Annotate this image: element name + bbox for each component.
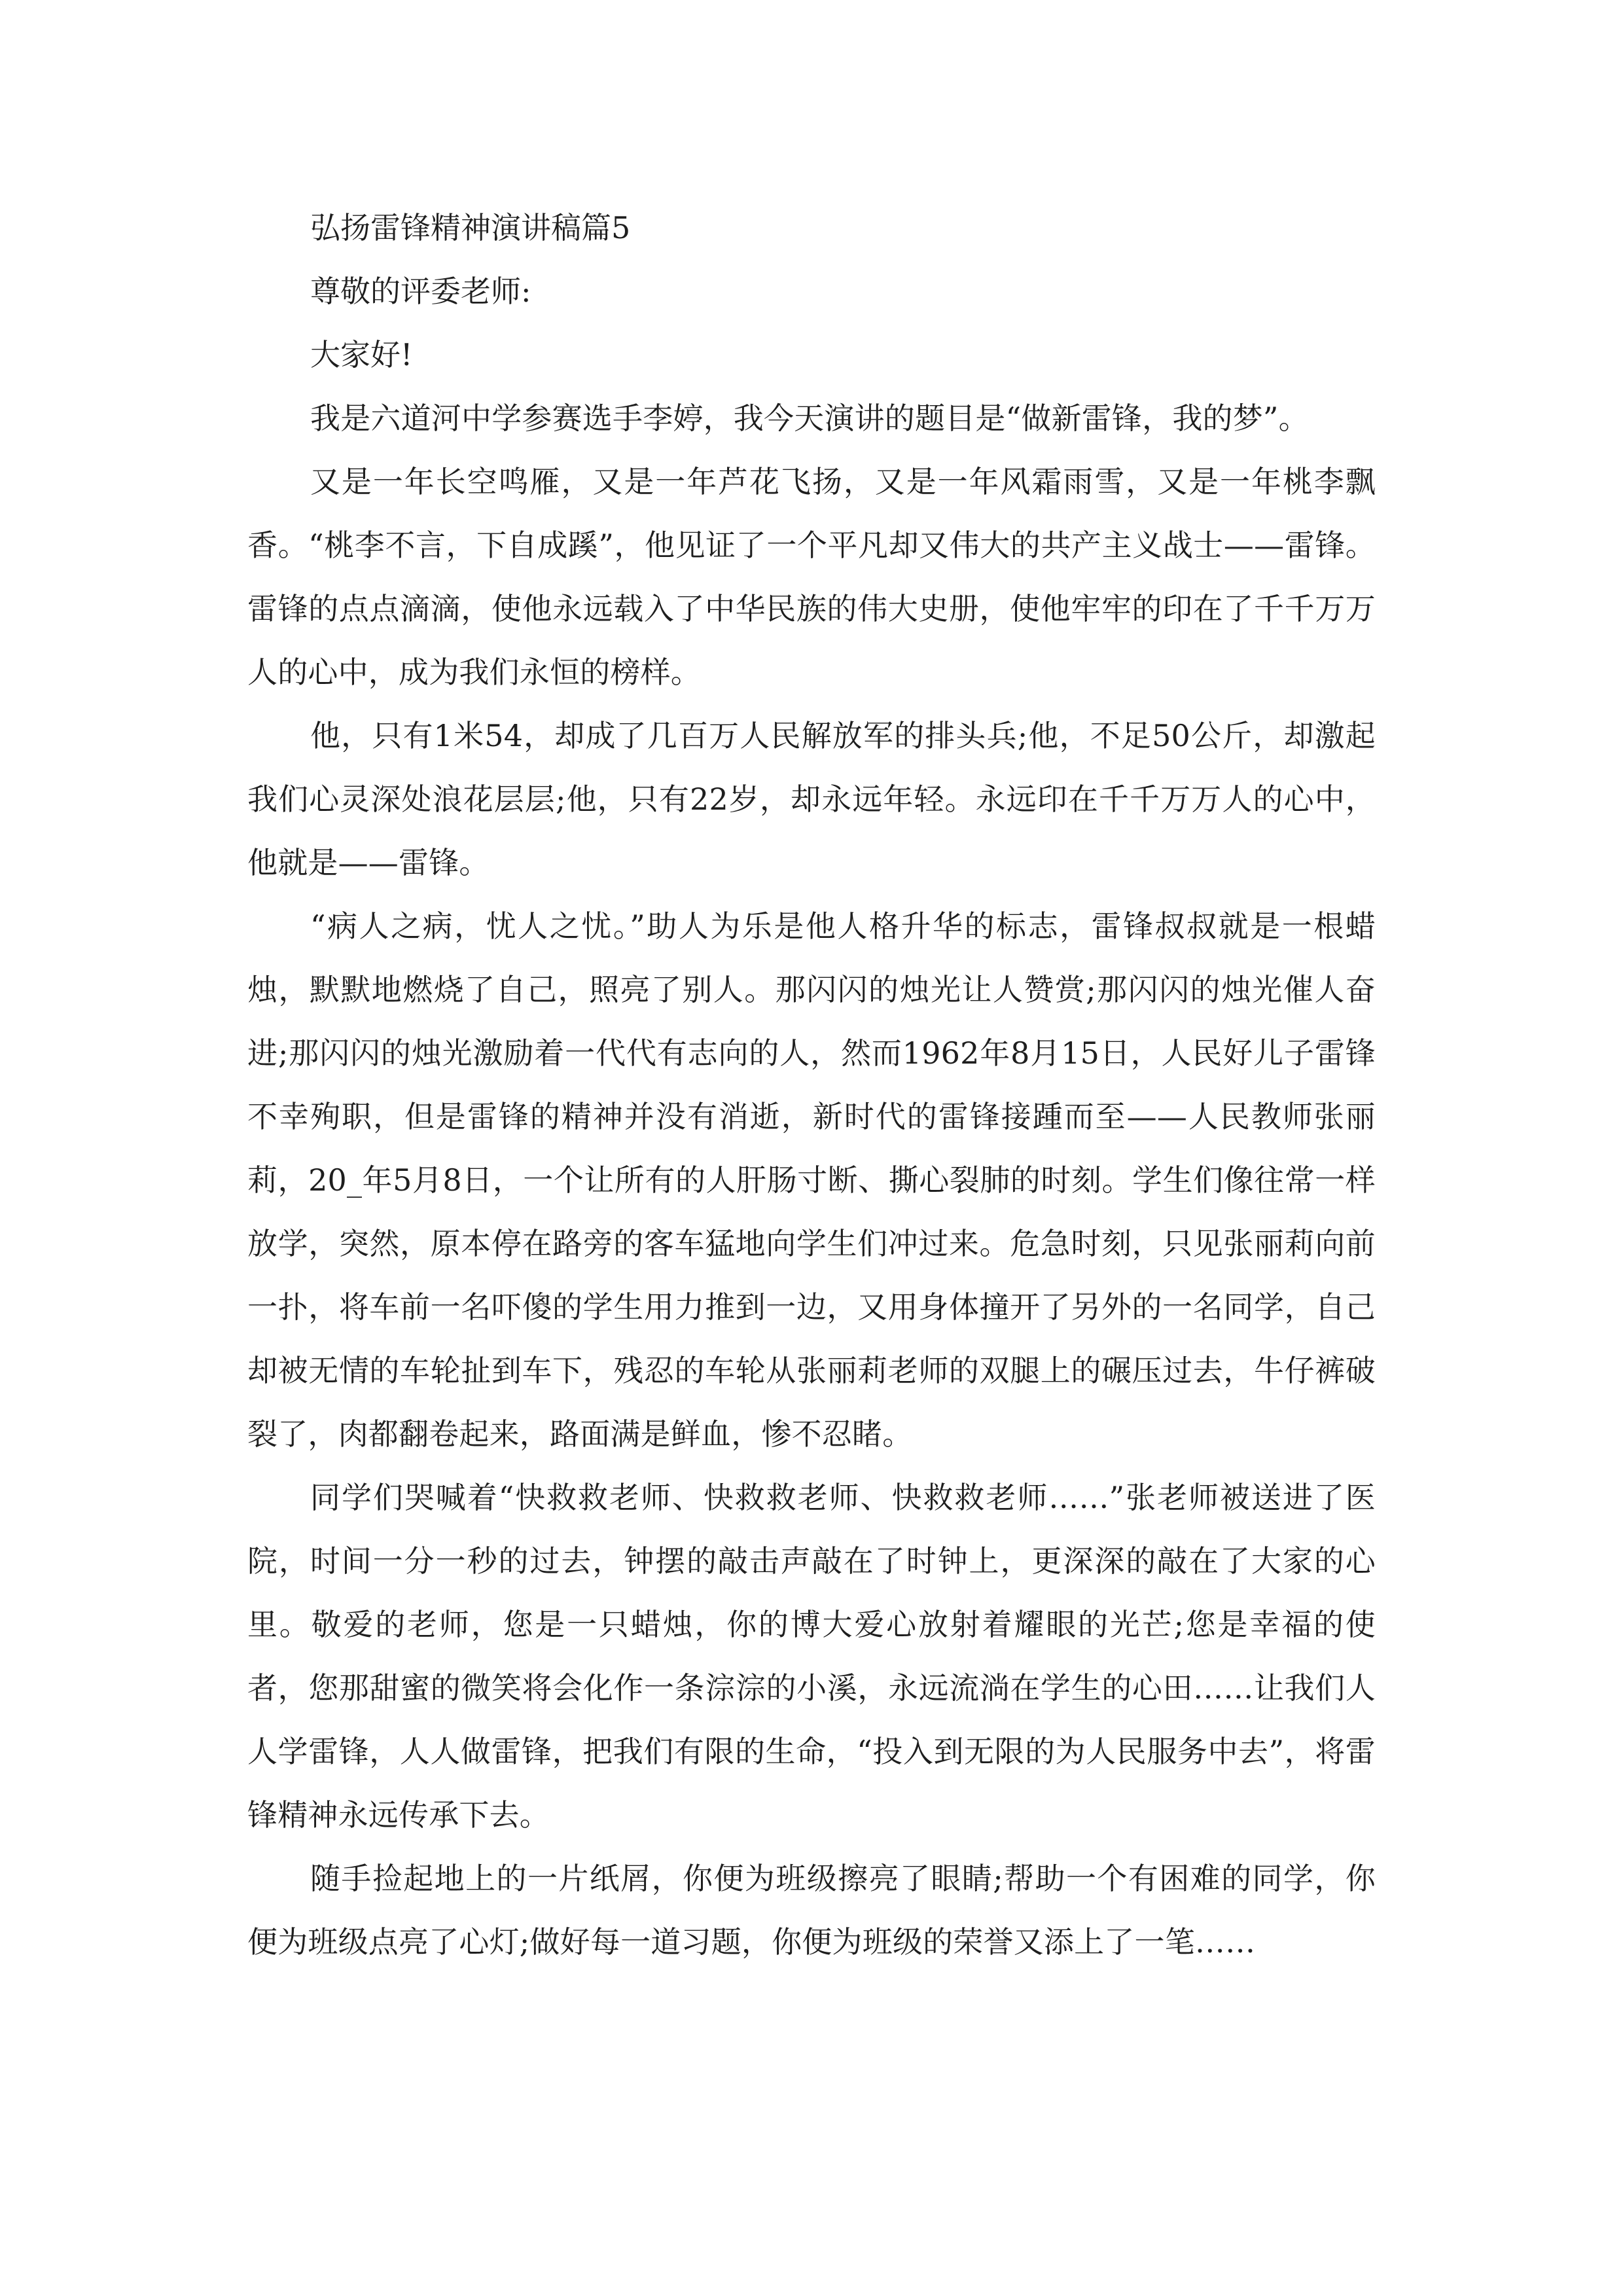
salutation: 尊敬的评委老师: [310, 274, 531, 309]
paragraph-class: 随手捡起地上的一片纸屑，你便为班级擦亮了眼睛;帮助一个有困难的同学，你便为班级点亮了心灯;做好每一道习题，你便为班级的荣誉又添上了一笔…… [247, 1861, 1376, 1960]
paragraph-intro: 我是六道河中学参赛选手李婷，我今天演讲的题目是“做新雷锋，我的梦”。 [310, 401, 1309, 436]
paragraph-seasons: 又是一年长空鸣雁，又是一年芦花飞扬，又是一年风霜雨雪，又是一年桃李飘香。“桃李不言，下自成蹊”，他见证了一个平凡却又伟大的共产主义战士——雷锋。雷锋的点点滴滴，使他永远载入了中华民族的伟大史册，使他牢牢的印在了千千万万人的心中，成为我们永恒的榜样。 [247, 464, 1376, 690]
greeting: 大家好! [310, 337, 413, 372]
paragraph-lei-feng: 他，只有1米54，却成了几百万人民解放军的排头兵;他，不足50公斤，却激起我们心灵深处浪花层层;他，只有22岁，却永远年轻。永远印在千千万万人的心中，他就是——雷锋。 [247, 718, 1376, 880]
paragraph-students: 同学们哭喊着“快救救老师、快救救老师、快救救老师……”张老师被送进了医院，时间一分一秒的过去，钟摆的敲击声敲在了时钟上，更深深的敲在了大家的心里。敬爱的老师，您是一只蜡烛，你的博大爱心放射着耀眼的光芒;您是幸福的使者，您那甜蜜的微笑将会化作一条淙淙的小溪，永远流淌在学生的心田……让我们人人学雷锋，人人做雷锋，把我们有限的生命，“投入到无限的为人民服务中去”，将雷锋精神永远传承下去。 [247, 1480, 1376, 1833]
paragraph-zhang-lili: “病人之病，忧人之忧。”助人为乐是他人格升华的标志，雷锋叔叔就是一根蜡烛，默默地燃烧了自己，照亮了别人。那闪闪的烛光让人赞赏;那闪闪的烛光催人奋进;那闪闪的烛光激励着一代代有志向的人，然而1962年8月15日，人民好儿子雷锋不幸殉职，但是雷锋的精神并没有消逝，新时代的雷锋接踵而至——人民教师张丽莉，20_年5月8日，一个让所有的人肝肠寸断、撕心裂肺的时刻。学生们像往常一样放学，突然，原本停在路旁的客车猛地向学生们冲过来。危急时刻，只见张丽莉向前一扑，将车前一名吓傻的学生用力推到一边，又用身体撞开了另外的一名同学，自己却被无情的车轮扯到车下，残忍的车轮从张丽莉老师的双腿上的碾压过去，牛仔裤破裂了，肉都翻卷起来，路面满是鲜血，惨不忍睹。 [247, 908, 1376, 1452]
document-title: 弘扬雷锋精神演讲稿篇5 [310, 210, 631, 245]
document-body [247, 196, 1376, 1974]
